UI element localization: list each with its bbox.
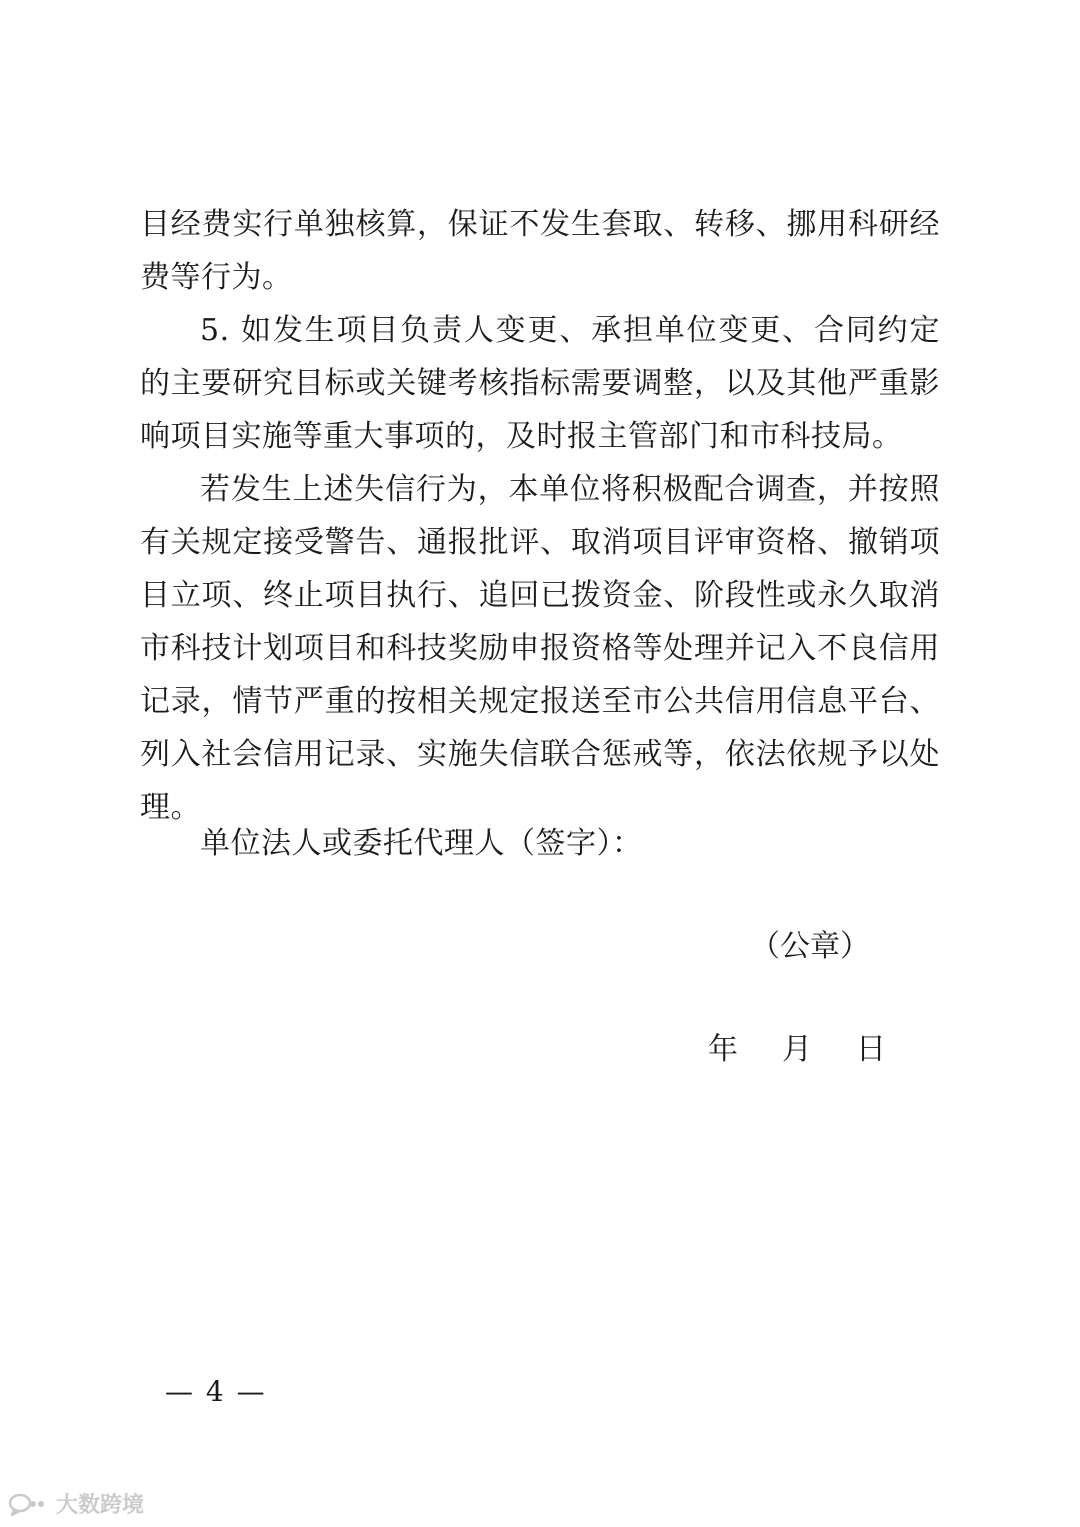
signature-label: 单位法人或委托代理人（签字）： — [200, 826, 643, 861]
date-day: 日 — [856, 1032, 886, 1067]
watermark — [8, 1488, 144, 1519]
page-number: — 4 — — [165, 1375, 267, 1408]
paragraph-consequences: 若发生上述失信行为，本单位将积极配合调查，并按照有关规定接受警告、通报批评、取消项目评审资格、撤销项目立项、终止项目执行、追回已拨资金、阶段性或永久取消市科技计划项目和科技奖励申报资格等处理并记入不良信用记录，情节严重的按相关规定报送至市公共信用信息平台、列入社会信用记录、实施失信联合惩戒等，依法依规予以处理。 — [140, 472, 940, 825]
watermark-text: 大数跨境 — [56, 1493, 145, 1518]
paragraph-continuation: 目经费实行单独核算，保证不发生套取、转移、挪用科研经费等行为。 — [140, 207, 940, 295]
seal-label: （公章） — [750, 929, 870, 964]
date-year: 年 — [708, 1032, 738, 1067]
date-line — [708, 1028, 886, 1072]
paragraph-item-5: 5. 如发生项目负责人变更、承担单位变更、合同约定的主要研究目标或关键考核指标需要调整，以及其他严重影响项目实施等重大事项的，及时报主管部门和市科技局。 — [140, 313, 940, 454]
chat-bubble-icon — [8, 1492, 50, 1516]
body-text — [140, 198, 940, 834]
date-month: 月 — [782, 1032, 812, 1067]
